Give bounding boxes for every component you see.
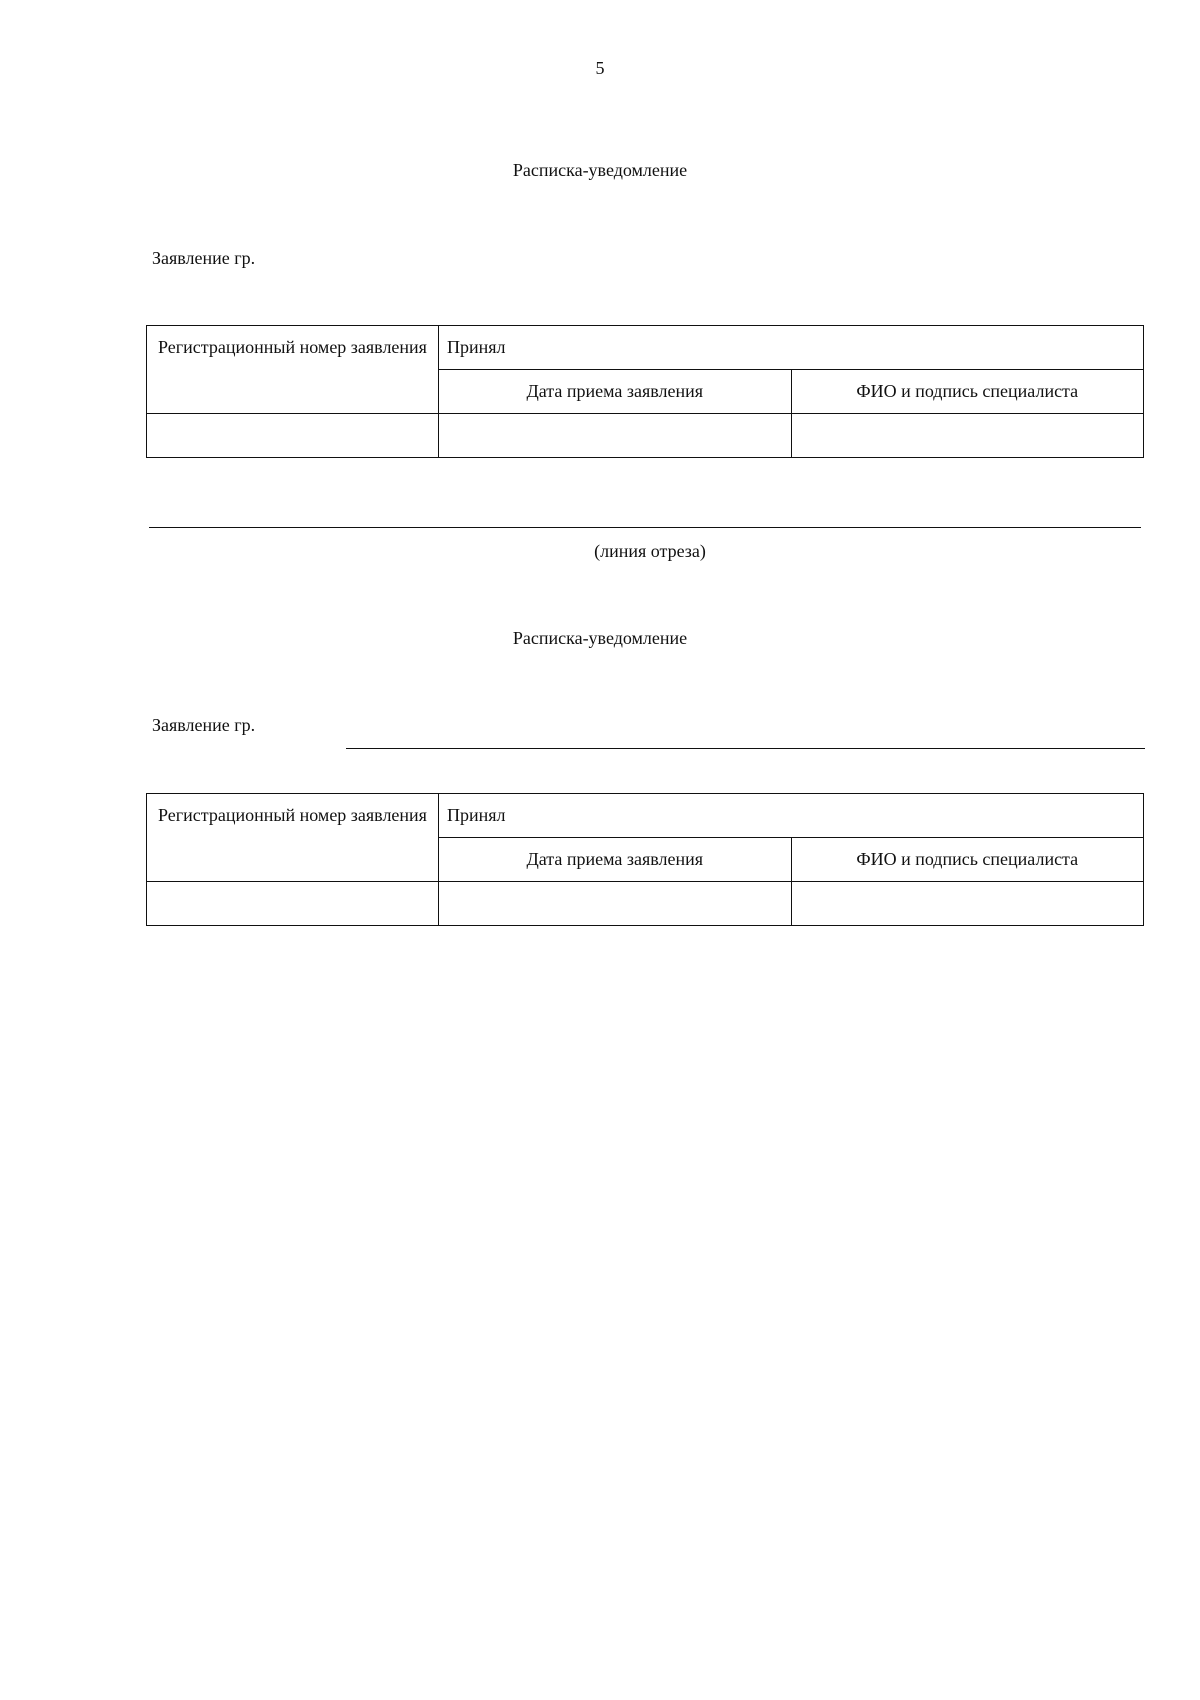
table-row bbox=[147, 794, 1144, 838]
statement-label: Заявление гр. bbox=[152, 248, 256, 268]
table-row bbox=[147, 414, 1144, 458]
cut-line bbox=[149, 527, 1141, 528]
receipt-title: Расписка-уведомление bbox=[512, 628, 688, 648]
accepted-header: Принял bbox=[439, 326, 1144, 370]
reg-number-cell[interactable] bbox=[147, 414, 439, 458]
date-cell[interactable] bbox=[439, 882, 792, 926]
date-cell[interactable] bbox=[439, 414, 792, 458]
table-row bbox=[147, 882, 1144, 926]
reg-number-cell[interactable] bbox=[147, 882, 439, 926]
statement-label: Заявление гр. bbox=[152, 715, 256, 735]
receipt-table bbox=[146, 793, 1144, 926]
table-row bbox=[147, 326, 1144, 370]
page-number: 5 bbox=[595, 58, 605, 78]
fio-header: ФИО и подпись специалиста bbox=[791, 370, 1144, 414]
statement-underline bbox=[346, 748, 1145, 749]
cut-line-label: (линия отреза) bbox=[594, 541, 706, 561]
date-header: Дата приема заявления bbox=[439, 838, 792, 882]
receipt-title: Расписка-уведомление bbox=[512, 160, 688, 180]
accepted-header: Принял bbox=[439, 794, 1144, 838]
fio-cell[interactable] bbox=[791, 414, 1144, 458]
reg-number-header: Регистрационный номер заявления bbox=[147, 326, 439, 414]
fio-cell[interactable] bbox=[791, 882, 1144, 926]
date-header: Дата приема заявления bbox=[439, 370, 792, 414]
reg-number-header: Регистрационный номер заявления bbox=[147, 794, 439, 882]
fio-header: ФИО и подпись специалиста bbox=[791, 838, 1144, 882]
receipt-table bbox=[146, 325, 1144, 458]
